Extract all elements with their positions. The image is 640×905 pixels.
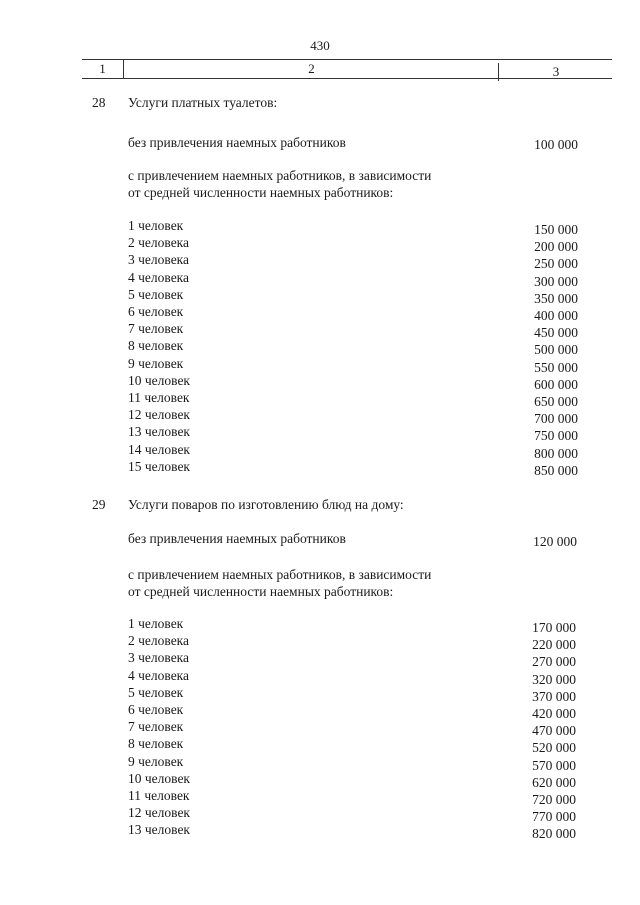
with-hired-line1: с привлечением наемных работников, в зависимости xyxy=(128,168,432,183)
row-label: 11 человек xyxy=(128,788,190,803)
page-number: 430 xyxy=(310,38,330,53)
row-label: 7 человек xyxy=(128,719,184,735)
row-label: 8 человек xyxy=(128,338,184,354)
row-label: 2 человека xyxy=(128,633,190,649)
row-label: 9 человек xyxy=(128,355,184,371)
row-label: 14 человек xyxy=(128,441,190,457)
row-price: 320 000 xyxy=(532,671,576,687)
row-price: 570 000 xyxy=(532,757,576,773)
without-hired-price: 120 000 xyxy=(533,534,577,549)
row-price: 350 000 xyxy=(534,290,578,306)
row-price: 400 000 xyxy=(534,308,578,323)
without-hired-label: без привлечения наемных работников xyxy=(128,135,346,150)
row-price: 800 000 xyxy=(534,445,578,461)
row-label: 1 человек xyxy=(128,218,184,233)
row-price: 700 000 xyxy=(534,411,578,427)
section-title: Услуги платных туалетов: xyxy=(128,95,278,110)
row-price: 820 000 xyxy=(532,826,576,842)
section-number: 29 xyxy=(92,497,106,512)
row-label: 8 человек xyxy=(128,736,184,752)
row-price: 620 000 xyxy=(532,774,576,790)
row-label: 9 человек xyxy=(128,753,184,769)
row-label: 13 человек xyxy=(128,424,190,440)
row-price: 470 000 xyxy=(532,723,576,739)
row-label: 3 человека xyxy=(128,650,190,666)
row-label: 5 человек xyxy=(128,684,184,700)
row-price: 770 000 xyxy=(532,809,576,825)
row-label: 2 человека xyxy=(128,235,190,251)
row-price: 550 000 xyxy=(534,359,578,375)
row-price: 250 000 xyxy=(534,256,578,272)
row-label: 6 человек xyxy=(128,304,184,319)
row-label: 5 человек xyxy=(128,286,184,302)
row-label: 13 человек xyxy=(128,822,190,838)
section-number: 28 xyxy=(92,95,106,110)
row-price: 520 000 xyxy=(532,740,576,756)
row-price: 170 000 xyxy=(532,620,576,635)
row-label: 6 человек xyxy=(128,702,184,717)
row-price: 720 000 xyxy=(532,792,576,807)
header-col-3: 3 xyxy=(498,63,613,81)
without-hired-label: без привлечения наемных работников xyxy=(128,531,346,546)
row-price: 300 000 xyxy=(534,273,578,289)
row-price: 650 000 xyxy=(534,394,578,409)
table-header xyxy=(82,59,612,79)
section-title: Услуги поваров по изготовлению блюд на дому: xyxy=(128,497,404,512)
header-col-2: 2 xyxy=(123,60,499,78)
row-label: 4 человека xyxy=(128,667,190,683)
row-price: 600 000 xyxy=(534,376,578,392)
header-col-1: 1 xyxy=(99,61,106,76)
row-price: 220 000 xyxy=(532,637,576,653)
with-hired-line2: от средней численности наемных работников: xyxy=(128,584,394,599)
row-label: 10 человек xyxy=(128,770,190,786)
row-price: 850 000 xyxy=(534,462,578,478)
with-hired-line2: от средней численности наемных работников: xyxy=(128,185,394,200)
row-label: 7 человек xyxy=(128,321,184,337)
row-price: 270 000 xyxy=(532,654,576,670)
row-price: 150 000 xyxy=(534,222,578,237)
without-hired-price: 100 000 xyxy=(534,137,578,152)
row-price: 450 000 xyxy=(534,325,578,341)
row-price: 200 000 xyxy=(534,239,578,255)
row-label: 12 человек xyxy=(128,407,190,423)
row-label: 12 человек xyxy=(128,805,190,821)
row-price: 750 000 xyxy=(534,428,578,444)
row-price: 500 000 xyxy=(534,342,578,358)
row-price: 420 000 xyxy=(532,706,576,721)
row-label: 4 человека xyxy=(128,269,190,285)
row-label: 15 человек xyxy=(128,458,190,474)
row-price: 370 000 xyxy=(532,688,576,704)
row-label: 10 человек xyxy=(128,372,190,388)
row-label: 3 человека xyxy=(128,252,190,268)
with-hired-line1: с привлечением наемных работников, в зависимости xyxy=(128,567,432,582)
row-label: 11 человек xyxy=(128,390,190,405)
row-label: 1 человек xyxy=(128,616,184,631)
